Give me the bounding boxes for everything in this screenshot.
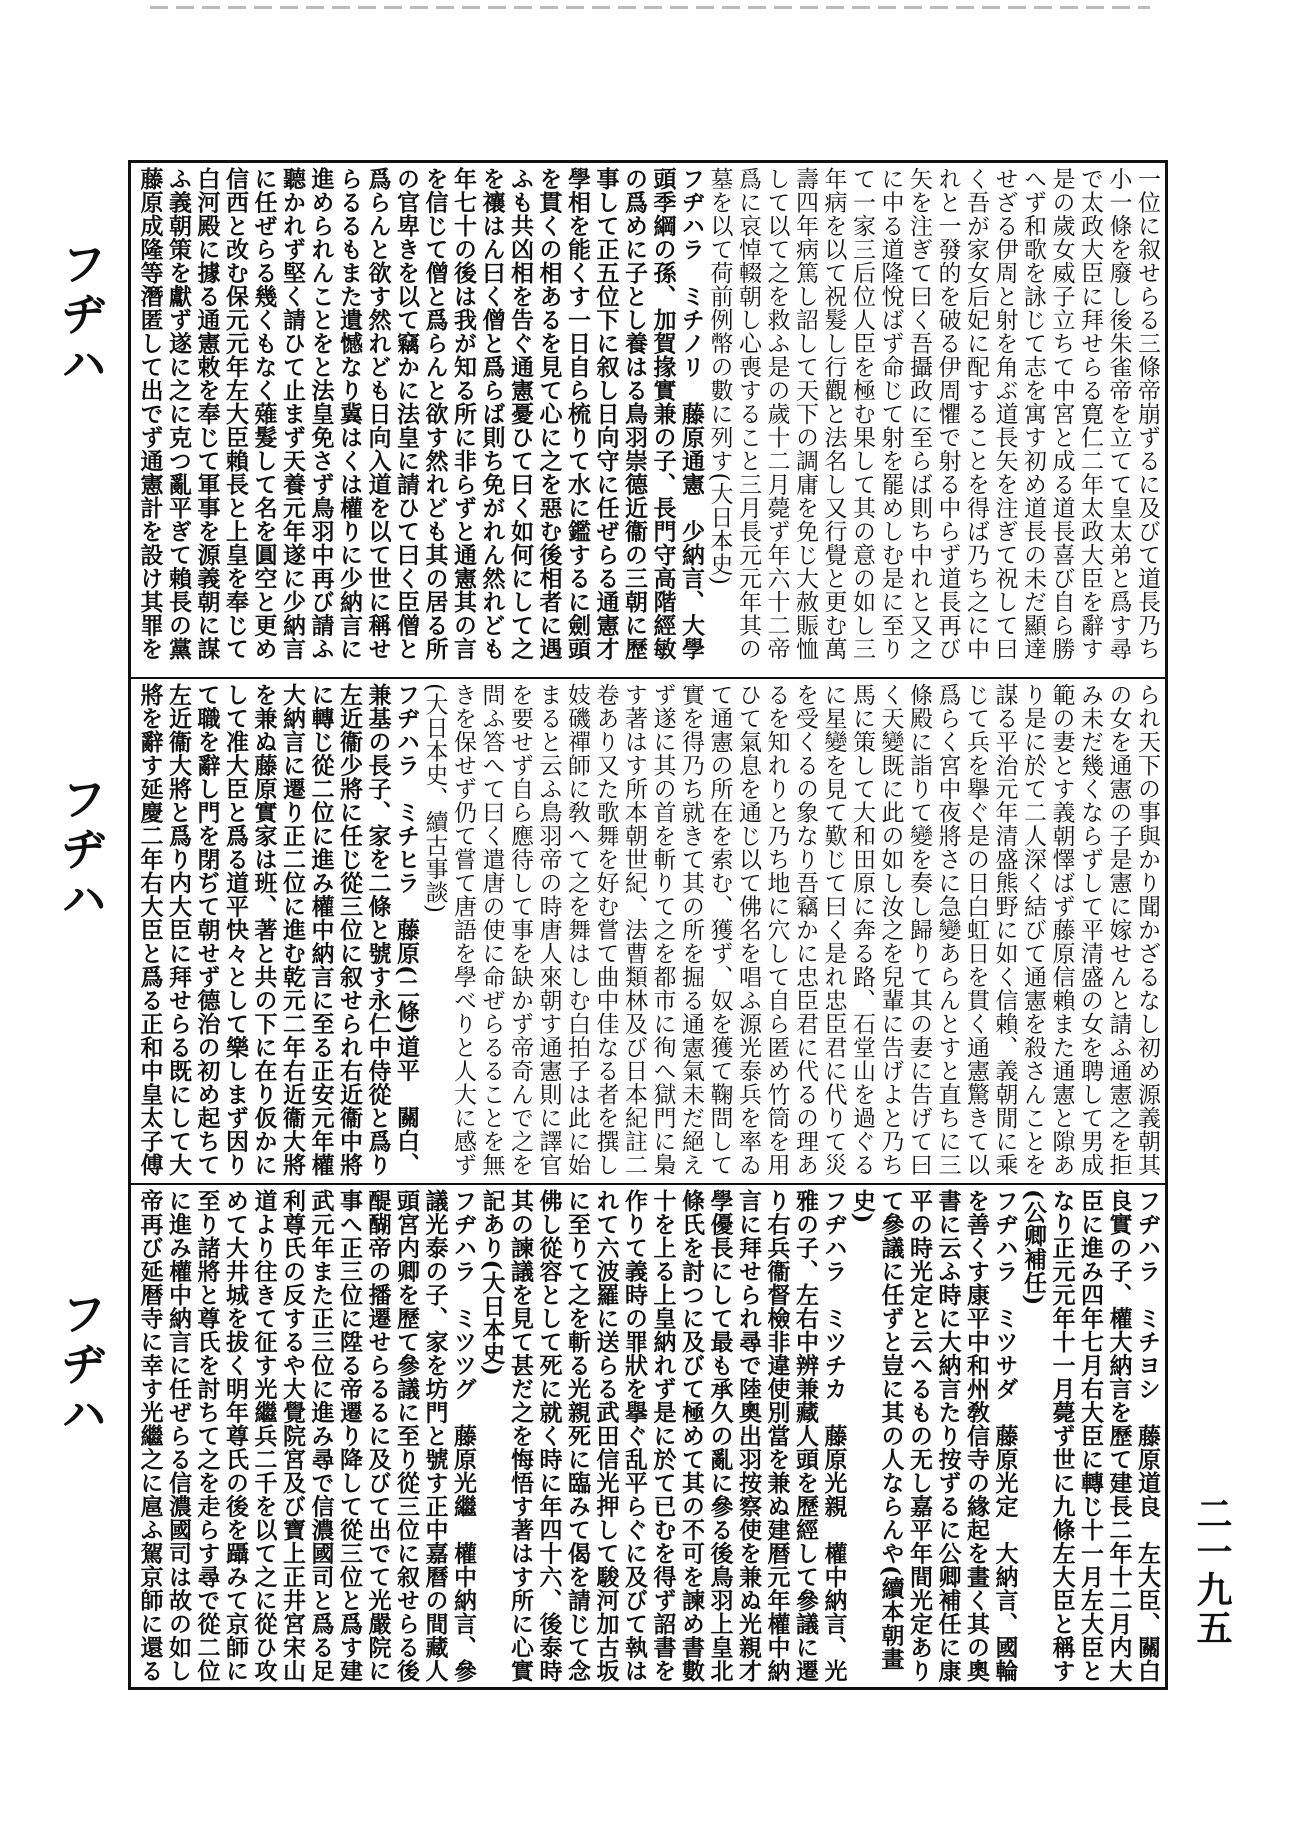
entry-michinori: フヂハラ ミチノリ 藤原通憲 少納言、大學頭季綱の孫、加賀掾實兼の子、長門守高階經敏の爲めに子とし養はる鳥羽崇德近衞の三朝に歷事して正五位下に叙し日向守に任ぜらる通憲才學相を能くす一日自ら梳りて水に鑑するに劍頭を貫くの相あるを見て心に之を惡む後相者に遇ふも共凶相を告ぐ通憲憂ひて曰く如何にして之を禳はん曰く僧と爲らば則ち免がれん然れども年七十の後は我が知る所に非らずと通憲其の言を信じて僧と爲らんと欲す然れども其の居る所の官卑きを以て竊かに法皇に請ひて曰く臣僧と爲らんと欲す然れども日向入道を以て世に稱せらるるもまた遺憾なり冀はくは權りに少納言に進められんことをと法皇免さず鳥羽中再び請ふ聽かれず堅く請ひて止まず天養元年遂に少納言に任ぜらる幾くもなく薙髮して名を圓空と更め信西と改む保元元年左大臣賴長と上皇を奉じて白河殿に據る通憲敕を奉じて軍事を源義朝に謀ふ義朝策を獻ず遂に之に克つ亂平ぎて賴長の黨藤原成隆等潛匿して出でず通憲計を設け其罪を <box>136 167 705 661</box>
section-middle <box>135 683 1161 1178</box>
paragraph: られ天下の事與かり聞かざるなし初め源義朝其の女を通憲の子是憲に嫁せんと請ふ通憲之を拒み未だ幾くならずして平清盛の女を聘して男成範の妻とす義朝懌ばず藤原信賴また通憲と隙あり是に於て二人深く結びて通憲を殺さんことを謀る平治元年清盛熊野に如く信賴、義朝閒に乘じて兵を擧ぐ是の日白虹日を貫く通憲驚きて以爲らく宮中夜將さに急變あらんとすと直ちに三條殿に詣りて變を奏し歸りて其の妻に告げて曰く天變既に此の如し汝之を兒輩に告げよと乃ち馬に策して大和田原に奔る路、石堂山を過ぐるに星變を見て歎じて曰く是れ忠臣君に代りて災を受くるの象なり吾竊かに忠臣君に代るの理あるを知れりと乃ち地に穴して自ら匿め竹筒を用ひて氣息を通じ以て佛名を唱ふ源光泰兵を率ゐて通憲の所在を索む、獲ず、奴を獲て鞠問して實を得乃ち就きて其の所を掘る通憲氣未だ絕えず遂に其の首を斬りて之を都市に徇へ獄門に梟す著はす所本朝世紀、法曹類林及び日本紀註二卷あり又た歌舞を好む嘗て曲中佳なる者を撰し妓磯禪師に敎へて之を舞はしむ白拍子は此に始まると云ふ鳥羽帝の時唐人來朝す通憲則に譯官を要せず自ら應待して事を缺かず帝奇んで之を問ふ答へて曰く遣唐の使に命ぜらるることを無きを保せず仍て嘗て唐語を學べりと人大に感ず(大日本史、續古事談) <box>421 683 1160 1177</box>
side-header-top: フヂハ <box>54 240 108 390</box>
section-divider <box>131 677 1165 679</box>
page-number: 二一九五 <box>1191 1495 1233 1647</box>
section-bottom-text <box>135 1189 1161 1685</box>
entry-michihira: フヂハラ ミチヒラ 藤原(二條)道平 關白、兼基の長子、家を二條と號す永仁中侍從と爲り左近衞少將に任じ從三位に叙せられ右近衞中將に轉じ從二位に進み權中納言に至る正安元年權大納言に遷り正二位に進む乾元二年右近衞大將を兼ぬ藤原實家は班、著と共の下に在り仮かにして准大臣と爲る道平快々として樂しまず因りて職を辭し門を閉ぢて朝せず德治の初め起ちて左近衞大將と爲り内大臣に拜せらる既にして大將を辭す延慶二年右大臣と爲る正和中皇太子傅 <box>136 683 420 1177</box>
side-header-bottom: フヂハ <box>54 1290 108 1440</box>
entry-mitsusada: フヂハラ ミツサダ 藤原光定 大納言、國輪を善くす康平中和州敎信寺の緣起を畫く其の奧書に云ふ時に大納言たり按ずるに公卿補任に康平の時光定と云へるもの无し嘉平年間光定ありて參議に任ずと豈に其の人ならんや(續本朝畫史) <box>849 1189 1019 1683</box>
scan-edge-artifact <box>150 6 1150 9</box>
section-middle-text <box>135 683 1161 1178</box>
entry-mitsuchika: フヂハラ ミツチカ 藤原光親 權中納言、光雅の子、左右中辨兼藏人頭を歷經して參議に遷り右兵衞督檢非違使別當を兼ぬ建暦元年權中納言に拜せられ尋で陸奧出羽按察使を兼ぬ光親才學優長にして最も承久の亂に參る後鳥羽上皇北條氏を討つに及びて極めて其の不可を諫め書數十を上る上皇納れず是に於て已むを得ず詔書を作りて義時の罪狀を擧ぐ乱平らぐに及びて執はれて六波羅に送らる武田信光押して駿河加古坂に至りて之を斬る光親死に臨みて偈を請じて念佛し從容として死に就く時に年四十六、後泰時其の諫議を見て甚だ之を悔悟す著はす所に心實記あり(大日本史) <box>478 1189 848 1683</box>
entry-mitsutsugu: フヂハラ ミツツグ 藤原光繼 權中納言、參議光泰の子、家を坊門と號す正中嘉曆の間藏人頭宮内卿を歷て參議に至り從三位に叙せらる後醍醐帝の播遷せらるるに及びて出でて光嚴院に事へ正三位に陞る帝遷り降して從三位と爲す建武元年また正三位に進み尋で信濃國司と爲る足利尊氏の反するや大覺院宮及び寶上正井宮宋山道より往きて征す光繼兵二千を以て之に從ひ攻めて大井城を拔く明年尊氏の後を躡みて京師に至り諸將と尊氏を討ちて之を走らす尋で從二位に進み權中納言に任ぜらる信濃國司は故の如し帝再び延暦寺に幸す光繼之に扈ふ駕京師に還る <box>136 1189 477 1683</box>
section-divider <box>131 1183 1165 1185</box>
section-bottom <box>135 1189 1161 1685</box>
section-top-text <box>135 167 1161 672</box>
text-frame <box>128 160 1168 1690</box>
side-header-middle: フヂハ <box>54 775 108 925</box>
entry-michiyoshi: フヂハラ ミチヨシ 藤原道良 左大臣、關白良實の子、權大納言を歷て建長二年十二月内大臣に進み四年七月右大臣に轉じ十一月左大臣となり正元元年十一月薨ず世に九條左大臣と稱す(公卿補任) <box>1020 1189 1161 1683</box>
paragraph: 一位に叙せらる三條帝崩ずるに及びて道長乃ち小一條を廢し後朱雀帝を立てて皇太弟と爲す尋で太政大臣に拜せらる寛仁二年太政大臣を辭す是の歲女威子立ちて中宮と成る道長喜び自ら勝へず和歌を詠じて志を寓す初め道長の未だ顯達せざる伊周と射を角ぶ道長矢を注ぎて祝して曰く吾が家女后妃に配することを得ば乃ち之に中れと一發的を破る伊周懼で射る中らず道長再び矢を注ぎて曰く吾攝政に至らば則ち中れと又之に中る道隆悅ばず命じて射を罷めしむ是に至りて一家三后位人臣を極む果して其の意の如し三年病を以て祝髮し行觀と法名し又行覺と更む萬壽四年病篤し詔して天下の調庸を免じ大赦賑恤して以て之を救ふ是の歲十二月薨ず年六十二帝爲に哀悼輟朝し心喪すること三月長元元年其の墓を以て荷前例幣の數に列す(大日本史) <box>706 167 1160 661</box>
section-top <box>135 167 1161 672</box>
